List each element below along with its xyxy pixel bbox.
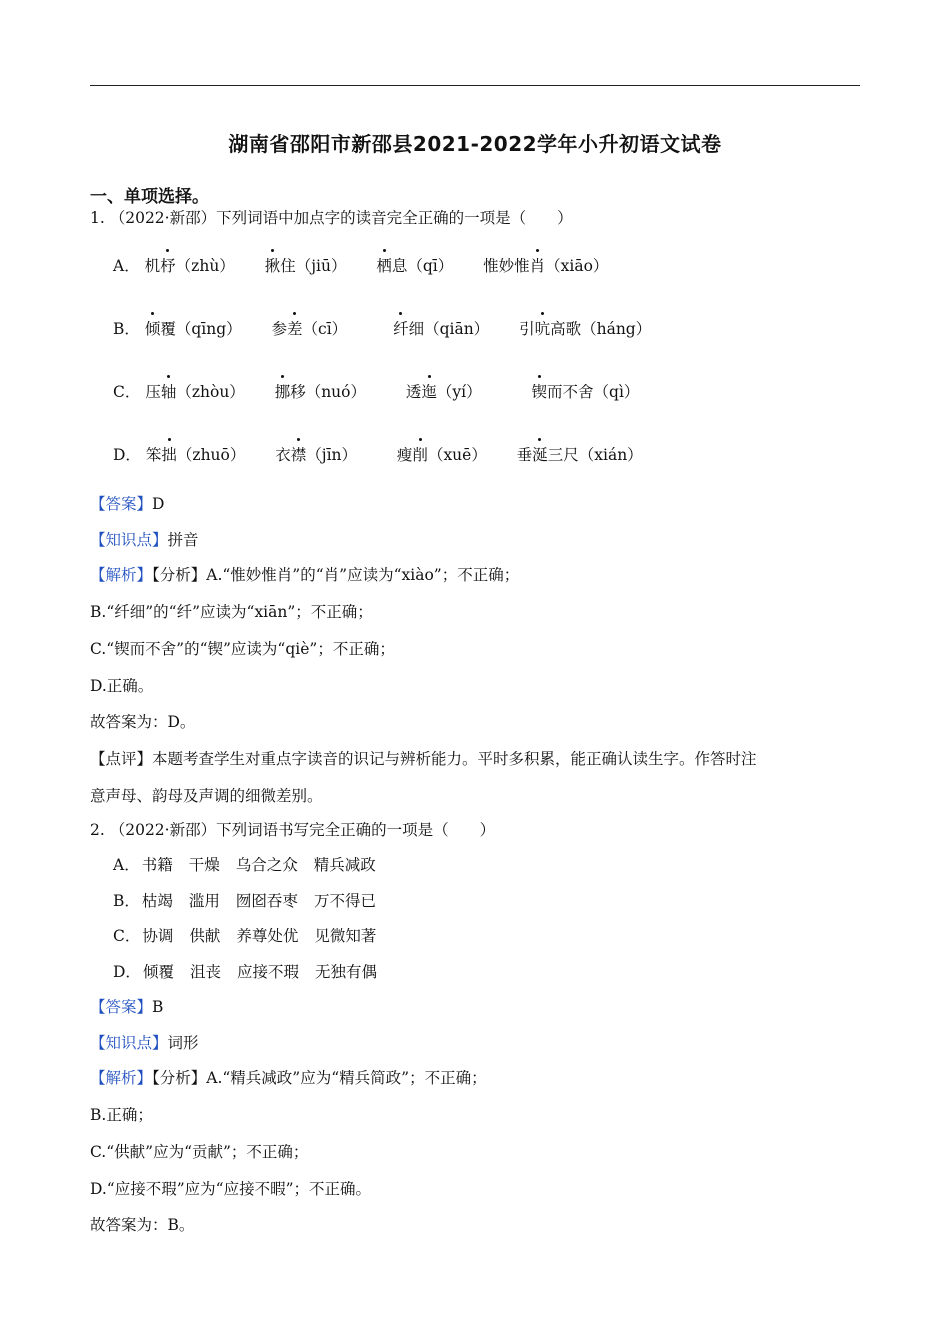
q1-option-b: [113, 317, 651, 339]
q1-b-word-3: 纤细（qiān）: [393, 320, 489, 338]
q1-analysis-line-5: 故答案为：D。: [90, 713, 196, 731]
analysis-tag: 【解析】: [90, 566, 153, 584]
q2-answer: [90, 995, 163, 1017]
header-rule: [90, 85, 860, 86]
option-word: 无独有偶: [314, 963, 377, 981]
q1-analysis-line-2: B.“纤细”的“纤”应读为“xiān”；不正确；: [90, 603, 373, 621]
option-word: 应接不瑕: [236, 963, 299, 981]
q2-analysis-line-5: 故答案为：B。: [90, 1216, 195, 1234]
option-label: A．: [113, 856, 140, 874]
q1-d-word-3: 瘦削（xuē）: [397, 446, 487, 464]
answer-tag: 【答案】: [90, 495, 153, 513]
q1-option-d: [113, 443, 643, 465]
option-label: C．: [113, 927, 141, 945]
section-heading: 一、单项选择。: [90, 187, 209, 207]
q1-d-word-2: 衣襟（jīn）: [275, 446, 357, 464]
option-word: 枯竭: [141, 892, 173, 910]
q1-stem: 1. （2022·新邵）下列词语中加点字的读音完全正确的一项是（ ）: [90, 209, 573, 227]
option-label: A．: [113, 257, 140, 275]
q1-knowledge-point: [90, 528, 199, 550]
q1-a-word-1: 机杼（zhù）: [145, 257, 235, 275]
q1-comment-line-2: 意声母、韵母及声调的细微差别。: [90, 787, 323, 805]
q1-analysis-line-1: [90, 563, 519, 585]
page-title: 湖南省邵阳市新邵县2021-2022学年小升初语文试卷: [228, 132, 722, 156]
answer-value: B: [152, 998, 164, 1016]
q1-a-word-4: 惟妙惟肖（xiāo）: [483, 257, 608, 275]
q2-analysis-line-4: D.“应接不瑕”应为“应接不暇”；不正确。: [90, 1180, 371, 1198]
option-word: 见微知著: [314, 927, 377, 945]
q1-d-word-1: 笨拙（zhuō）: [146, 446, 246, 464]
q1-b-word-1: 倾覆（qīng）: [145, 320, 242, 338]
option-word: 沮丧: [189, 963, 221, 981]
answer-tag: 【答案】: [90, 998, 153, 1016]
option-label: D．: [113, 963, 141, 981]
knowledge-value: 词形: [167, 1034, 199, 1052]
option-word: 滥用: [188, 892, 220, 910]
q1-d-word-4: 垂涎三尺（xián）: [517, 446, 643, 464]
option-label: B．: [113, 320, 140, 338]
q1-c-word-4: 锲而不舍（qì）: [532, 383, 640, 401]
q1-a-word-3: 栖息（qī）: [376, 257, 453, 275]
q2-option-b: [113, 889, 392, 911]
q2-option-a: [113, 853, 392, 875]
analysis-tag: 【解析】: [90, 1069, 153, 1087]
q2-analysis-line-3: C.“供献”应为“贡献”；不正确；: [90, 1143, 309, 1161]
option-word: 万不得已: [313, 892, 376, 910]
option-word: 协调: [142, 927, 174, 945]
option-label: D．: [113, 446, 141, 464]
option-label: B．: [113, 892, 140, 910]
analysis-text: 【分析】A.“精兵减政”应为“精兵简政”；不正确；: [152, 1069, 487, 1087]
option-word: 供献: [189, 927, 221, 945]
q2-analysis-line-2: B.正确；: [90, 1106, 153, 1124]
option-word: 乌合之众: [235, 856, 298, 874]
analysis-text: 【分析】A.“惟妙惟肖”的“肖”应读为“xiào”；不正确；: [152, 566, 520, 584]
q1-analysis-line-3: C.“锲而不舍”的“锲”应读为“qiè”；不正确；: [90, 640, 395, 658]
q1-option-a: [113, 254, 608, 276]
option-word: 倾覆: [142, 963, 174, 981]
q1-analysis-line-4: D.正确。: [90, 677, 154, 695]
q1-c-word-3: 透迤（yí）: [406, 383, 482, 401]
q1-c-word-2: 挪移（nuó）: [275, 383, 366, 401]
knowledge-tag: 【知识点】: [90, 531, 168, 549]
option-word: 囫囵吞枣: [235, 892, 298, 910]
q1-comment-line-1: 【点评】本题考查学生对重点字读音的识记与辨析能力。平时多积累，能正确认读生字。作答时注: [90, 750, 757, 768]
option-label: C．: [113, 383, 141, 401]
q2-knowledge-point: [90, 1031, 199, 1053]
option-word: 养尊处优: [236, 927, 299, 945]
q1-option-c: [113, 380, 639, 402]
knowledge-value: 拼音: [167, 531, 199, 549]
q1-a-word-2: 揪住（jiū）: [265, 257, 347, 275]
option-word: 精兵减政: [313, 856, 376, 874]
answer-value: D: [152, 495, 165, 513]
option-word: 干燥: [188, 856, 220, 874]
knowledge-tag: 【知识点】: [90, 1034, 168, 1052]
q1-answer: [90, 492, 164, 514]
q1-b-word-2: 参差（cī）: [272, 320, 348, 338]
q2-stem: 2. （2022·新邵）下列词语书写完全正确的一项是（ ）: [90, 821, 496, 839]
option-word: 书籍: [141, 856, 173, 874]
q2-option-c: [113, 924, 392, 946]
q1-b-word-4: 引吭高歌（háng）: [519, 320, 651, 338]
q2-analysis-line-1: [90, 1066, 487, 1088]
q1-c-word-1: 压轴（zhòu）: [145, 383, 245, 401]
q2-option-d: [113, 960, 393, 982]
